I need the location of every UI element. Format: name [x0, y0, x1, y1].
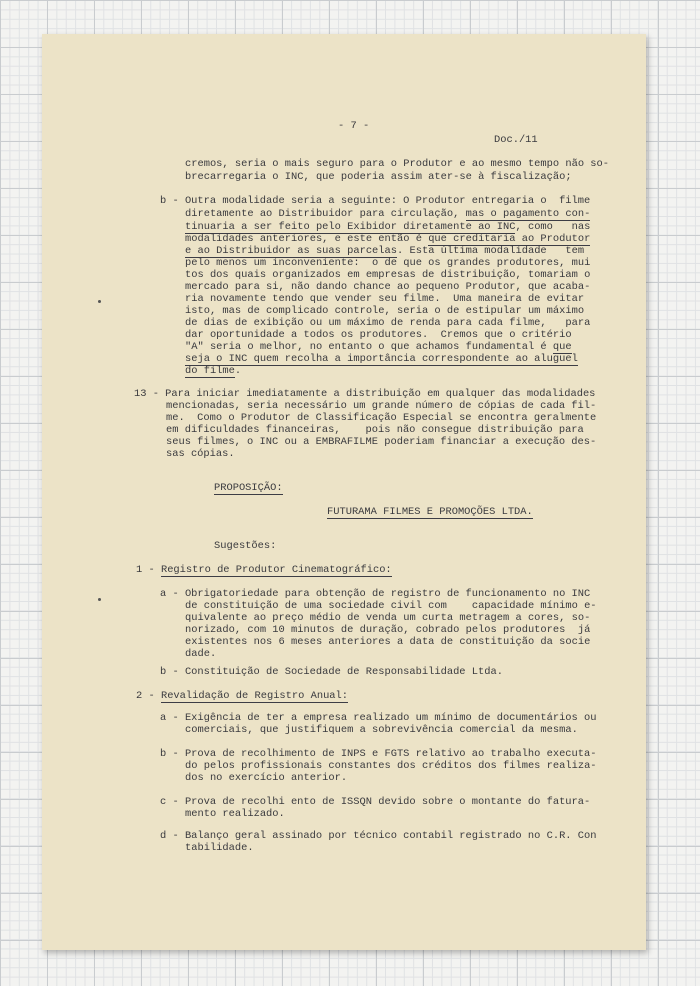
text-line: mercado para si, não dando chance ao pequeno Produtor, que acaba- [185, 281, 591, 293]
text-line: ria novamente tendo que vender seu filme. Uma maneira de evitar [185, 293, 585, 305]
sugestoes-label: Sugestões: [214, 540, 277, 552]
section-2-heading: 2 - Revalidação de Registro Anual: [136, 690, 349, 702]
text-line: dar oportunidade a todos os produtores. Cremos que o critério [185, 329, 572, 341]
item-a-line: a - Exigência de ter a empresa realizado um mínimo de documentários ou [160, 712, 597, 724]
text-line: isto, mas de complicado controle, seria o de estipular um máximo [185, 305, 585, 317]
proposicao-heading: PROPOSIÇÃO: [214, 482, 283, 494]
document-page [42, 34, 646, 950]
speck-mark [98, 300, 101, 303]
text-line: de constituição de uma sociedade civil com capacidade mínimo e- [185, 600, 597, 612]
text-line: seja o INC quem recolha a importância correspondente ao aluguel [185, 353, 578, 365]
item-c-line: c - Prova de recolhi ento de ISSQN devido sobre o montante do fatura- [160, 796, 591, 808]
text-line: mento realizado. [185, 808, 285, 820]
text-line: cremos, seria o mais seguro para o Produtor e ao mesmo tempo não so- [185, 158, 610, 170]
text-line: de dias de exibição ou um máximo de renda para cada filme, para [185, 317, 591, 329]
text-line: tinuaria a ser feito pelo Exibidor diretamente ao INC, como nas [185, 221, 591, 233]
text-line: do pelos profissionais constantes dos créditos dos filmes realiza- [185, 760, 597, 772]
text-line: "A" seria o melhor, no entanto o que achamos fundamental é que [185, 341, 572, 353]
item-b-line: b - Prova de recolhimento de INPS e FGTS relativo ao trabalho executa- [160, 748, 597, 760]
text-line: em dificuldades financeiras, pois não consegue distribuição para [166, 424, 584, 436]
page-number: - 7 - [338, 120, 370, 132]
text-line: existentes nos 6 meses anteriores a data de constituição da socie [185, 636, 591, 648]
text-line: tabilidade. [185, 842, 254, 854]
text-line: me. Como o Produtor de Classificação Especial se encontra geralmente [166, 412, 597, 424]
speck-mark [98, 598, 101, 601]
item-b-line: b - Constituição de Sociedade de Responsabilidade Ltda. [160, 666, 503, 678]
doc-reference: Doc./11 [494, 134, 538, 146]
text-line: diretamente ao Distribuidor para circulação, mas o pagamento con- [185, 208, 591, 220]
text-line: dos no exercício anterior. [185, 772, 348, 784]
paragraph-13-line: 13 - Para iniciar imediatamente a distribuição em qualquer das modalidades [134, 388, 596, 400]
text-line: quivalente ao preço médio de venda um curta metragem a cores, so- [185, 612, 591, 624]
text-line: seus filmes, o INC ou a EMBRAFILME poderiam financiar a execução des- [166, 436, 597, 448]
item-a-line: a - Obrigatoriedade para obtenção de registro de funcionamento no INC [160, 588, 591, 600]
text-line: dade. [185, 648, 217, 660]
text-line: do filme. [185, 365, 242, 377]
text-line: pelo menos um inconveniente: o de que os grandes produtores, mui [185, 257, 591, 269]
text-line: e ao Distribuidor as suas parcelas. Esta última modalidade tem [185, 245, 585, 257]
text-line: comerciais, que justifiquem a sobrevivência comercial da mesma. [185, 724, 578, 736]
text-line: mencionadas, seria necessário um grande número de cópias de cada fil- [166, 400, 597, 412]
text-line: sas cópias. [166, 448, 235, 460]
text-line: brecarregaria o INC, que poderia assim ater-se à fiscalização; [185, 171, 572, 183]
text-line: norizado, com 10 minutos de duração, cobrado pelos produtores já [185, 624, 591, 636]
item-b-line: b - Outra modalidade seria a seguinte: O Produtor entregaria o filme [160, 195, 591, 207]
section-1-heading: 1 - Registro de Produtor Cinematográfico: [136, 564, 392, 576]
company-name: FUTURAMA FILMES E PROMOÇÕES LTDA. [327, 506, 533, 518]
text-line: tos dos quais organizados em empresas de distribuição, tomariam o [185, 269, 591, 281]
item-d-line: d - Balanço geral assinado por técnico contabil registrado no C.R. Con [160, 830, 597, 842]
text-line: modalidades anteriores, e este então é que creditaria ao Produtor [185, 233, 591, 245]
